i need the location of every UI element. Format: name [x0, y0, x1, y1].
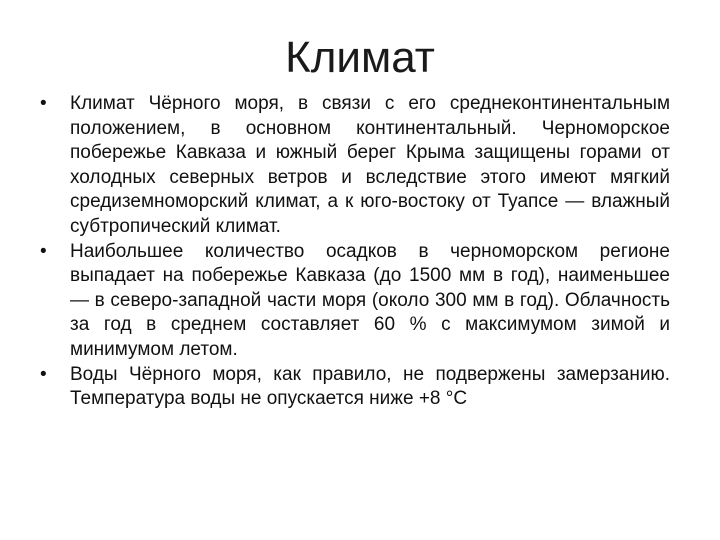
- bullet-item-climate: [36, 92, 670, 240]
- bullet-list: [36, 92, 670, 412]
- bullet-text: Воды Чёрного моря, как правило, не подвержены замерзанию. Температура воды не опускается ниже +8 °С: [70, 363, 670, 410]
- bullet-text: Наибольшее количество осадков в черноморском регионе выпадает на побережье Кавказа (до 1500 мм в год), наименьшее — в северо-западной части моря (около 300 мм в год). Облачность за год в среднем составляет 60 % с максимумом зимой и минимумом летом.: [70, 240, 670, 360]
- bullet-text: Климат Чёрного моря, в связи с его среднеконтинентальным положением, в основном континентальный. Черноморское побережье Кавказа и южный берег Крыма защищены горами от холодных северных ветров и вследствие этого имеют мягкий средиземноморский климат, а к юго-востоку от Туапсе — влажный субтропический климат.: [70, 93, 670, 237]
- slide-title: Климат: [285, 33, 435, 82]
- bullet-icon: •: [40, 363, 47, 385]
- bullet-icon: •: [40, 240, 47, 262]
- bullet-icon: •: [40, 93, 47, 114]
- bullet-item-precipitation: [36, 240, 670, 363]
- bullet-item-water-temperature: [36, 363, 670, 412]
